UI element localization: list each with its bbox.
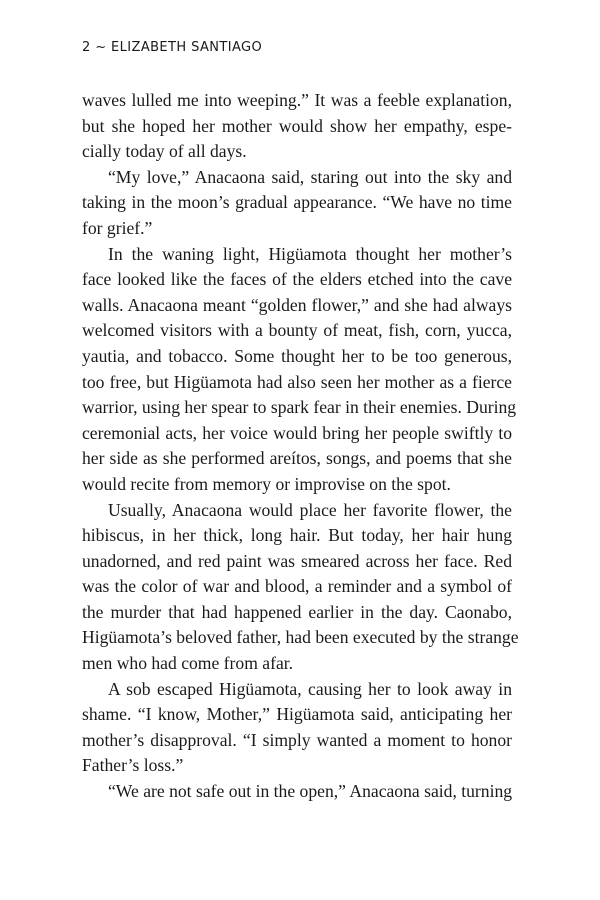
text-line: taking in the moon’s gradual appearance. “We have no time (82, 192, 512, 213)
text-line: face looked like the faces of the elders etched into the cave (82, 269, 512, 290)
text-line: In the waning light, Higüamota thought her mother’s (108, 243, 512, 264)
text-line: yautia, and tobacco. Some thought her to be too generous, (82, 345, 512, 366)
body-text (82, 88, 519, 805)
text-line: Higüamota’s beloved father, had been executed by the strange (82, 627, 519, 648)
text-line: shame. “I know, Mother,” Higüamota said, anticipating her (82, 704, 512, 725)
text-line: warrior, using her spear to spark fear in their enemies. During (82, 397, 517, 418)
text-line: men who had come from afar. (82, 653, 294, 674)
text-line: walls. Anacaona meant “golden flower,” and she had always (82, 294, 512, 315)
paragraph (82, 779, 512, 805)
text-line: ceremonial acts, her voice would bring her people swiftly to (82, 422, 512, 443)
text-line: waves lulled me into weeping.” It was a feeble explanation, (82, 90, 512, 110)
text-line: hibiscus, in her thick, long hair. But today, her hair hung (82, 525, 512, 546)
text-line: “We are not safe out in the open,” Anacaona said, turning (108, 781, 513, 802)
text-line: unadorned, and red paint was smeared across her face. Red (82, 550, 512, 571)
paragraph (82, 498, 519, 677)
text-line: her side as she performed areítos, songs, and poems that she (82, 448, 512, 469)
text-line: mother’s disapproval. “I simply wanted a moment to honor (82, 729, 512, 750)
paragraph (82, 165, 512, 242)
text-line: was the color of war and blood, a reminder and a symbol of (82, 576, 512, 597)
text-line: “My love,” Anacaona said, staring out into the sky and (108, 166, 512, 187)
text-line: Father’s loss.” (82, 755, 184, 776)
text-line: the murder that had happened earlier in the day. Caonabo, (82, 601, 512, 622)
text-line: Usually, Anacaona would place her favorite flower, the (108, 499, 512, 520)
text-line: cially today of all days. (82, 141, 247, 162)
text-line: would recite from memory or improvise on the spot. (82, 473, 451, 494)
text-line: welcomed visitors with a bounty of meat, fish, corn, yucca, (82, 320, 512, 341)
paragraph (82, 88, 512, 165)
paragraph (82, 677, 512, 779)
text-line: for grief.” (82, 217, 153, 238)
text-line: A sob escaped Higüamota, causing her to look away in (108, 678, 512, 699)
running-head: 2 ~ ELIZABETH SANTIAGO (82, 40, 263, 55)
text-line: but she hoped her mother would show her empathy, espe- (82, 115, 512, 136)
text-line: too free, but Higüamota had also seen her mother as a fierce (82, 371, 512, 392)
paragraph (82, 242, 517, 498)
